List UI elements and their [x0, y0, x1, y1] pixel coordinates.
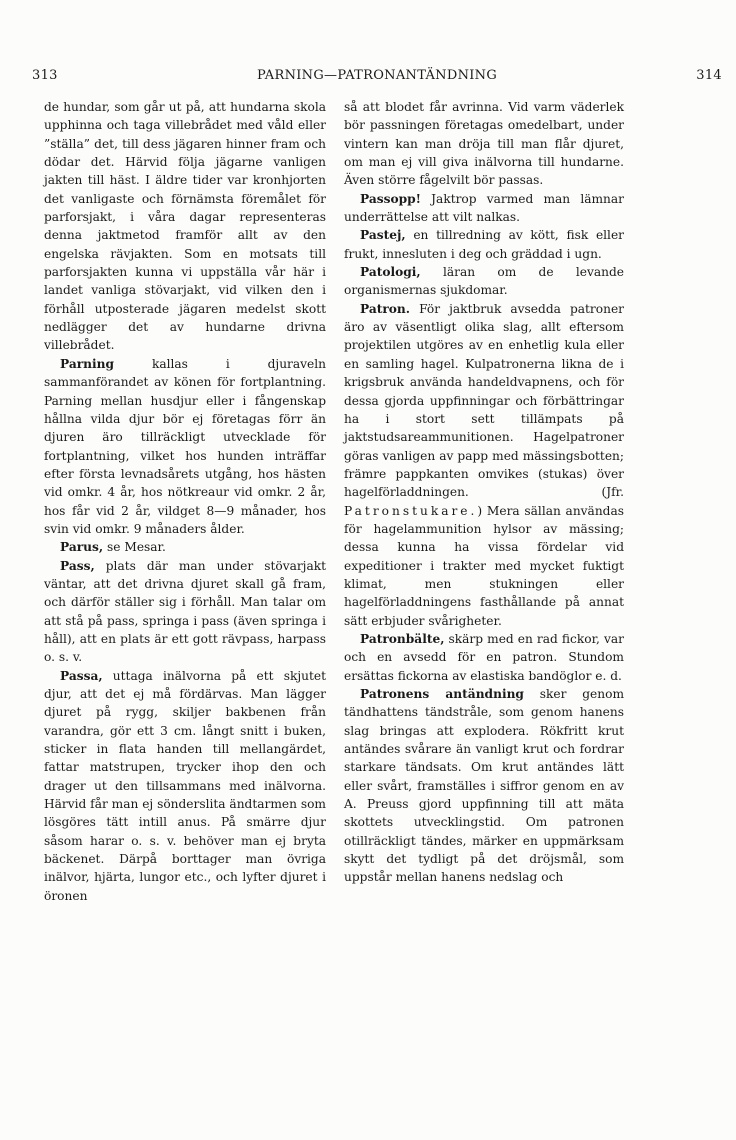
running-header [32, 68, 722, 88]
right-column [344, 98, 624, 887]
entry-patologi [344, 263, 624, 300]
entry-text: sker genom tändhattens tändstråle, som genom hanens slag bringas att explodera. Rökfritt krut antändes svårare än vanligt krut och fordrar starkare tändsats. Om krut antändes lätt eller svårt, framställes i siffror genom en av A. Preuss gjord uppfinning till att mäta skottets utvecklingstid. Om patronen otillräckligt tändes, märker en uppmärksam skytt det tydligt på det dröjsmål, som uppstår mellan hanens nedslag och [344, 687, 624, 885]
entry-passa [44, 667, 326, 905]
entry-text: läran om de levande organismernas sjukdomar. [344, 265, 624, 298]
entry-patron [344, 300, 624, 630]
entry-term: Pass, [60, 558, 95, 573]
continued-paragraph: de hundar, som går ut på, att hundarna skola upphinna och taga villebrådet med våld eller ”ställa” det, till dess jägaren hinner fram och dödar det. Härvid följa jägarne vanligen jakten till häst. I äldre tider var kronhjorten det vanligaste och förnämsta föremålet för parforsjakt, i våra dagar representeras denna jaktmetod framför allt av den engelska rävjakten. Som en motsats till parforsjakten kunna vi uppställa vår här i landet vanliga stövarjakt, vid vilken den i förhåll utposterade jägaren medelst skott nedlägger det av hundarne drivna villebrådet. [44, 100, 326, 353]
entry-parus [44, 538, 326, 556]
entry-term: Patologi, [360, 265, 421, 280]
continued-paragraph: så att blodet får avrinna. Vid varm väderlek bör passningen företagas omedelbart, under vintern kan man dröja till man flår djuret, om man ej vill giva inälvorna till hundarne. Även större fågelvilt bör passas. [344, 100, 624, 188]
entry-term: Parning [60, 356, 115, 371]
entry-text: en tillredning av kött, fisk eller frukt, innesluten i deg och gräddad i ugn. [344, 228, 624, 261]
entry-patronbalte [344, 630, 624, 685]
page-number-right: 314 [696, 68, 722, 83]
entry-pastej [344, 226, 624, 263]
cross-reference: Patronstukare. [344, 503, 478, 518]
entry-parning [44, 355, 326, 538]
entry-term: Pastej, [360, 228, 406, 243]
entry-text: För jaktbruk avsedda patroner äro av väsentligt olika slag, allt eftersom projektilen utgöres av en enhetlig kula eller en samling hagel. Kulpatronerna likna de i krigsbruk använda handeldvapnens, och för dessa gjorda uppfinningar och förbättringar ha i stort sett tillämpats på jaktstudsareammunitionen. Hagelpatroner göras vanligen av papp med mässingsbotten; främre pappkanten omvikes (stukas) över hagelförladdningen. (Jfr. [344, 301, 624, 500]
entry-text: plats där man under stövarjakt väntar, att det drivna djuret skall gå fram, och därför ställer sig i förhåll. Man talar om att stå på pass, springa i pass (även springa i håll), att en plats är ett gott rävpass, harpass o. s. v. [44, 558, 326, 665]
entry-text: uttaga inälvorna på ett skjutet djur, att det ej må fördärvas. Man lägger djuret på rygg, skiljer bakbenen från varandra, gör ett 3 cm. långt snitt i buken, sticker in flata handen till mellangärdet, fattar matstrupen, trycker ihop den och drager ut den tillsammans med inälvorna. Härvid får man ej sönderslita ändtarmen som lösgöres tätt intill anus. På smärre djur såsom harar o. s. v. behöver man ej bryta bäckenet. Därpå borttager man övriga inälvor, hjärta, lungor etc., och lyfter djuret i öronen [44, 668, 326, 903]
entry-text: ) Mera sällan användas för hagelammunition hylsor av mässing; dessa kunna ha vissa fördelar vid expeditioner i trakter med mycket fuktigt klimat, men stukningen eller hagelförladdningens fasthållande på annat sätt erbjuder svårigheter. [344, 503, 624, 628]
entry-pass [44, 557, 326, 667]
entry-term: Passopp! [360, 191, 421, 206]
entry-patronens-antandning [344, 685, 624, 887]
page-number-left: 313 [32, 68, 58, 83]
entry-text: skärp med en rad fickor, var och en avsedd för en patron. Stundom ersättas fickorna av elastiska bandöglor e. d. [344, 631, 624, 683]
running-title: PARNING—PATRONANTÄNDNING [256, 68, 498, 83]
entry-term: Parus, [60, 540, 104, 555]
entry-text: kallas i djuraveln sammanförandet av könen för fortplantning. Parning mellan husdjur eller i fångenskap hållna vilda djur bör ej företagas förr än djuren äro tillräckligt utvecklade för fortplantning, vilket hos hunden inträffar efter första levnadsårets utgång, hos hästen vid omkr. 4 år, hos nötkreaur vid omkr. 2 år, hos får vid 2 år, vildget 8—9 månader, hos svin vid omkr. 9 månaders ålder. [44, 356, 326, 536]
left-column [44, 98, 326, 905]
entry-term: Passa, [60, 668, 103, 683]
entry-text: se Mesar. [103, 540, 166, 555]
entry-term: Patron. [360, 301, 411, 316]
entry-text: Jaktrop varmed man lämnar underrättelse att vilt nalkas. [344, 191, 624, 225]
entry-term: Patronens antändning [360, 687, 524, 701]
entry-passopp [344, 190, 624, 227]
entry-term: Patronbälte, [360, 631, 445, 646]
